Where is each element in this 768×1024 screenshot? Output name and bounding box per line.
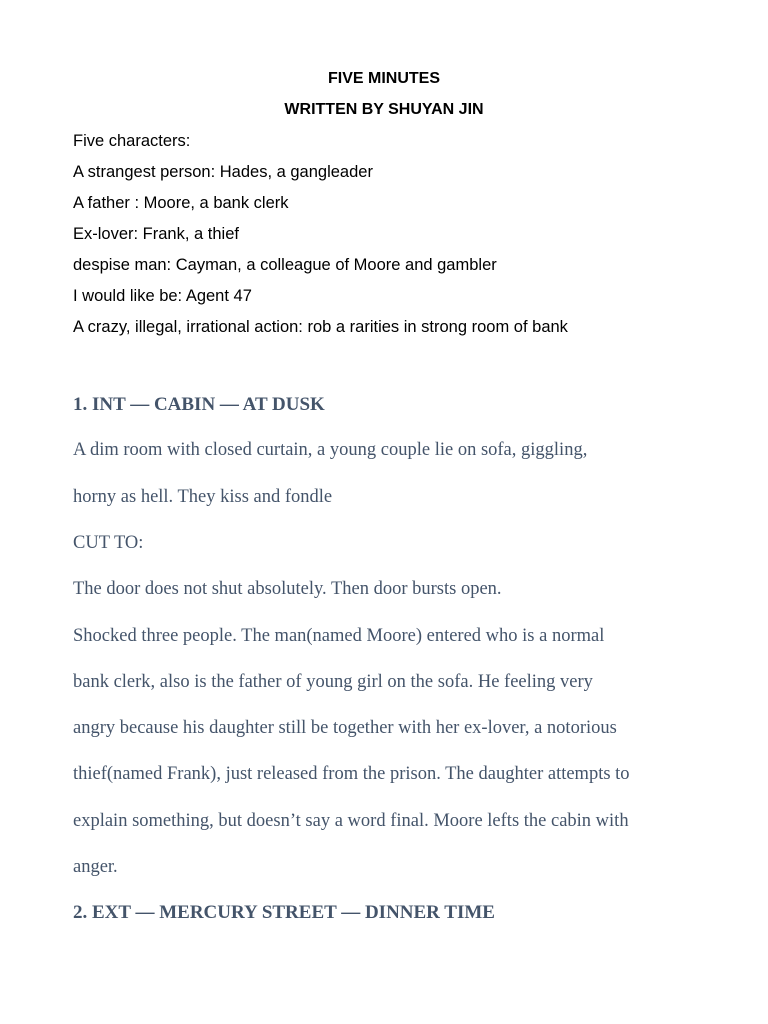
body-line: bank clerk, also is the father of young girl on the sofa. He feeling very (73, 672, 593, 692)
body-line: explain something, but doesn’t say a word final. Moore lefts the cabin with (73, 811, 629, 831)
document-title: FIVE MINUTES (327, 70, 440, 87)
body-line: horny as hell. They kiss and fondle (73, 487, 333, 507)
character-item: Ex-lover: Frank, a thief (73, 225, 239, 243)
character-item: I would like be: Agent 47 (73, 287, 252, 305)
body-line: thief(named Frank), just released from the prison. The daughter attempts to (73, 764, 630, 784)
characters-intro: Five characters: (73, 132, 191, 150)
scene-heading-1: 1. INT — CABIN — AT DUSK (73, 394, 325, 415)
author-line: WRITTEN BY SHUYAN JIN (284, 101, 484, 118)
scene-heading-2: 2. EXT — MERCURY STREET — DINNER TIME (73, 902, 495, 923)
character-item: A strangest person: Hades, a gangleader (73, 163, 373, 181)
character-item: despise man: Cayman, a colleague of Moore and gambler (73, 256, 497, 274)
transition-cut-to: CUT TO: (73, 533, 144, 553)
character-item: A father : Moore, a bank clerk (73, 194, 289, 212)
character-item: A crazy, illegal, irrational action: rob a rarities in strong room of bank (73, 318, 568, 336)
body-line: anger. (73, 857, 118, 877)
body-line: Shocked three people. The man(named Moore) entered who is a normal (73, 626, 605, 646)
body-line: The door does not shut absolutely. Then door bursts open. (73, 579, 502, 599)
body-line: angry because his daughter still be together with her ex-lover, a notorious (73, 718, 617, 738)
body-line: A dim room with closed curtain, a young couple lie on sofa, giggling, (73, 440, 588, 460)
